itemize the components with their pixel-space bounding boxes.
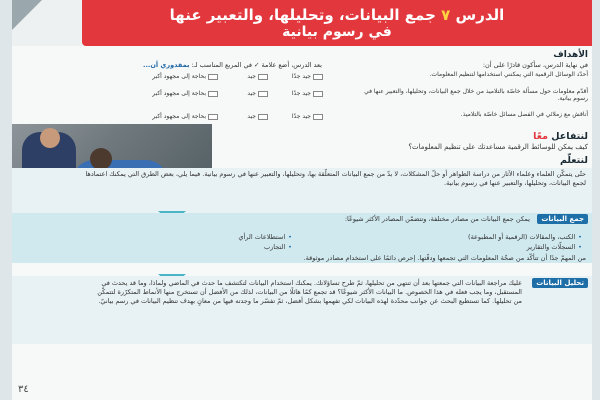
objectives-section: [12, 50, 592, 132]
lesson-title-line1: [82, 6, 592, 24]
bullet-item: • التجارب: [264, 243, 292, 251]
instruction-emphasis: بمقدوري أن...: [142, 61, 190, 69]
option-good: [247, 113, 268, 120]
checkbox[interactable]: [208, 74, 218, 80]
option-label: جيد جدًا: [291, 73, 311, 80]
photo-head-2: [90, 148, 112, 170]
objectives-heading: الأهداف: [553, 50, 588, 60]
lesson-label: الدرس: [455, 6, 505, 24]
checkbox[interactable]: [258, 114, 268, 120]
bullet-item: • استطلاعات الرأي: [238, 233, 292, 241]
objective-row: [18, 88, 588, 106]
analyzing-label: تحليل البيانات: [532, 278, 588, 288]
objectives-subheading: في نهاية الدرس، سأكون قادرًا على أن:: [482, 61, 588, 69]
heading-accent: معًا: [533, 131, 548, 142]
bullet-item: • الكتب، والمقالات (الرقمية أو المطبوعة): [468, 233, 582, 241]
checkbox[interactable]: [313, 74, 323, 80]
option-label: بحاجة إلى مجهود أكبر: [152, 90, 206, 97]
learn-paragraph: حتّى يتمكّن العلماء وعلماء الآثار من دراسة الظواهر أو حلّ المشكلات، لا بدّ من جمع البيانات المتعلّقة بها، وتحليلها، والتعبير عنها في رسوم بيانية. فيما يلي، بعض الطرق التي يمكنك اعتمادها لجمع البيانات، وتحليلها، والتعبير عنها في رسوم بيانية.: [85, 170, 586, 187]
collecting-label: جمع البيانات: [537, 214, 588, 224]
option-needs-effort: [152, 90, 218, 97]
checkbox[interactable]: [208, 114, 218, 120]
checkbox[interactable]: [258, 74, 268, 80]
bullet-item: • السجلّات والتقارير: [527, 243, 582, 251]
lesson-number: ٧: [441, 6, 451, 24]
checkbox[interactable]: [313, 114, 323, 120]
objective-text: أقدّم معلومات حول مسألة خاصّة بالتلاميذ من خلال جمع البيانات، وتحليلها، والتعبير عنها في رسوم بيانية.: [364, 88, 588, 102]
option-label: جيد: [247, 90, 256, 97]
objective-text: أناقش مع زملائي في الفصل مسائل خاصّة بالتلاميذ.: [460, 111, 588, 118]
heading-part: لنتعلّم: [559, 155, 588, 166]
page-number: ٣٤: [18, 384, 29, 395]
objective-row: [18, 71, 588, 89]
option-very-good: [292, 73, 323, 80]
option-label: جيد: [247, 113, 256, 120]
option-needs-effort: [152, 73, 218, 80]
objective-text: أحدّد الوسائل الرقمية التي يمكنني استخدامها لتنظيم المعلومات.: [429, 71, 588, 78]
checkbox[interactable]: [258, 91, 268, 97]
option-label: بحاجة إلى مجهود أكبر: [152, 113, 206, 120]
heading-part: لنتفاعل: [551, 131, 588, 142]
option-very-good: [292, 90, 323, 97]
objectives-instruction: [22, 61, 322, 69]
option-label: بحاجة إلى مجهود أكبر: [152, 73, 206, 80]
checkbox[interactable]: [313, 91, 323, 97]
lesson-header: [82, 0, 592, 46]
lesson-title: جمع البيانات، وتحليلها، والتعبير عنها: [169, 6, 436, 24]
option-label: جيد: [247, 73, 256, 80]
option-good: [247, 73, 268, 80]
lesson-title-line2: في رسوم بيانية: [282, 24, 392, 40]
option-good: [247, 90, 268, 97]
checkbox[interactable]: [208, 91, 218, 97]
option-very-good: [292, 113, 323, 120]
textbook-page: [12, 0, 592, 400]
page-corner: [12, 0, 42, 30]
analyzing-paragraph: عليك مراجعة البيانات التي جمعتها بعد أن تنتهي من تحليلها، ثمّ طرح تساؤلاتك. يمكنك استخدام البيانات لتكتشف ما حدث في الماضي ولماذا، وما قد يحدث في المستقبل، وما يجب فعله في هذا الخصوص. ما البيانات الأكثر شيوعًا؟ قد تجمع كمًا هائلًا من البيانات، لذلك من الأفضل أن تستخرج منها الأنماط المتكرّرة لتتمكّن من تحليلها. كما تستطيع البحث عن جوانب محدّدة لهذه البيانات لكي تفهمها بشكل أفضل، ثمّ تفسّر ما وجدته فيها من معانٍ بهدف تنظيم البيانات في رسم بيانيّ.: [97, 279, 522, 305]
interact-heading: [533, 131, 588, 142]
photo-head-1: [40, 128, 60, 148]
interact-question: كيف يمكن للوسائط الرقمية مساعدتك على تنظيم المعلومات؟: [408, 143, 588, 151]
option-label: جيد جدًا: [291, 90, 311, 97]
instruction-text: بعد الدرس، أضع علامة ✓ في المربع المناسب لـ:: [191, 61, 322, 69]
learn-heading: [560, 155, 588, 166]
option-label: جيد جدًا: [291, 113, 311, 120]
collecting-note: من المهمّ جدًا أن تتأكّد من صحّة المعلومات التي تجمعها ودقّتها. إحرص دائمًا على استخدام مصادر موثوقة.: [303, 254, 586, 262]
collecting-paragraph: يمكن جمع البيانات من مصادر مختلفة، وتتضمّن المصادر الأكثر شيوعًا:: [344, 215, 530, 223]
option-needs-effort: [152, 113, 218, 120]
